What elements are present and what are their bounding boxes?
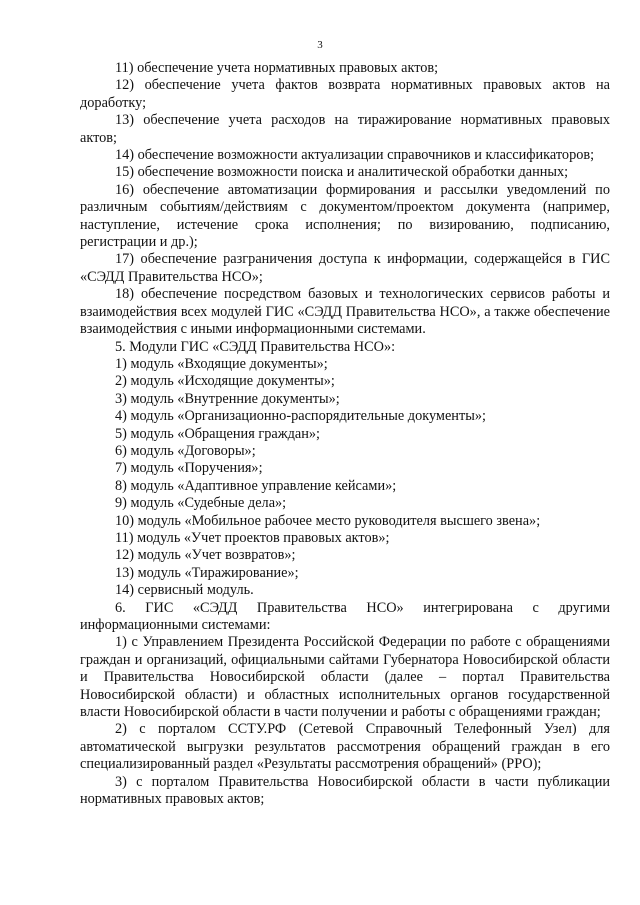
paragraph-item-17-access-control: 17) обеспечение разграничения доступа к информации, содержащейся в ГИС «СЭДД Правительства НСО»; — [80, 251, 610, 285]
module-item-14: 14) сервисный модуль. — [115, 582, 254, 599]
module-item-7: 7) модуль «Поручения»; — [115, 460, 263, 477]
integration-item-1: 1) с Управлением Президента Российской Федерации по работе с обращениями граждан и организаций, официальными сайтами Губернатора Новосибирской области и Правительства Новосибирской области (далее – портал Правительства Новосибирской области) и областных исполнительных органов государственной власти Новосибирской области в части получении и работы с обращениями граждан; — [80, 634, 610, 721]
paragraph-item-12-returns-accounting: 12) обеспечение учета фактов возврата нормативных правовых актов на доработку; — [80, 77, 610, 111]
module-item-9: 9) модуль «Судебные дела»; — [115, 495, 287, 512]
module-item-6: 6) модуль «Договоры»; — [115, 442, 256, 459]
module-item-3: 3) модуль «Внутренние документы»; — [115, 390, 340, 407]
module-item-8: 8) модуль «Адаптивное управление кейсами»; — [115, 477, 397, 494]
paragraph-item-11-npa-accounting: 11) обеспечение учета нормативных правовых актов; — [115, 60, 439, 76]
paragraph-item-14-reference-updates: 14) обеспечение возможности актуализации справочников и классификаторов; — [115, 147, 595, 164]
document-body — [80, 60, 610, 808]
paragraph-item-18-integration-services: 18) обеспечение посредством базовых и технологических сервисов работы и взаимодействия всех модулей ГИС «СЭДД Правительства НСО», а также обеспечение взаимодействия с иными информационными системами. — [80, 286, 610, 338]
section-5-heading: 5. Модули ГИС «СЭДД Правительства НСО»: — [115, 338, 396, 355]
page-number: 3 — [317, 39, 323, 51]
module-item-4: 4) модуль «Организационно-распорядительные документы»; — [115, 408, 486, 425]
integration-item-2: 2) с порталом ССТУ.РФ (Сетевой Справочный Телефонный Узел) для автоматической выгрузки результатов рассмотрения обращений граждан в его специализированный раздел «Результаты рассмотрения обращений» (РРО); — [80, 721, 610, 773]
module-item-11: 11) модуль «Учет проектов правовых актов»; — [115, 529, 390, 546]
module-item-13: 13) модуль «Тиражирование»; — [115, 564, 299, 581]
module-item-1: 1) модуль «Входящие документы»; — [115, 355, 328, 372]
paragraph-item-13-printing-costs: 13) обеспечение учета расходов на тиражирование нормативных правовых актов; — [80, 112, 610, 146]
paragraph-item-15-search-analytics: 15) обеспечение возможности поиска и аналитической обработки данных; — [115, 164, 569, 181]
integration-item-3: 3) с порталом Правительства Новосибирской области в части публикации нормативных правовых актов; — [80, 773, 610, 808]
module-item-10: 10) модуль «Мобильное рабочее место руководителя высшего звена»; — [115, 512, 541, 529]
module-item-2: 2) модуль «Исходящие документы»; — [115, 373, 335, 390]
module-item-12: 12) модуль «Учет возвратов»; — [115, 547, 296, 564]
section-6-heading: 6. ГИС «СЭДД Правительства НСО» интегрирована с другими информационными системами: — [80, 599, 610, 633]
paragraph-item-16-notifications: 16) обеспечение автоматизации формирования и рассылки уведомлений по различным событиям/действиям с документом/проектом документа (например, наступление, истечение срока исполнения; по визированию, подписанию, регистрации и др.); — [80, 181, 610, 251]
module-item-5: 5) модуль «Обращения граждан»; — [115, 425, 320, 442]
